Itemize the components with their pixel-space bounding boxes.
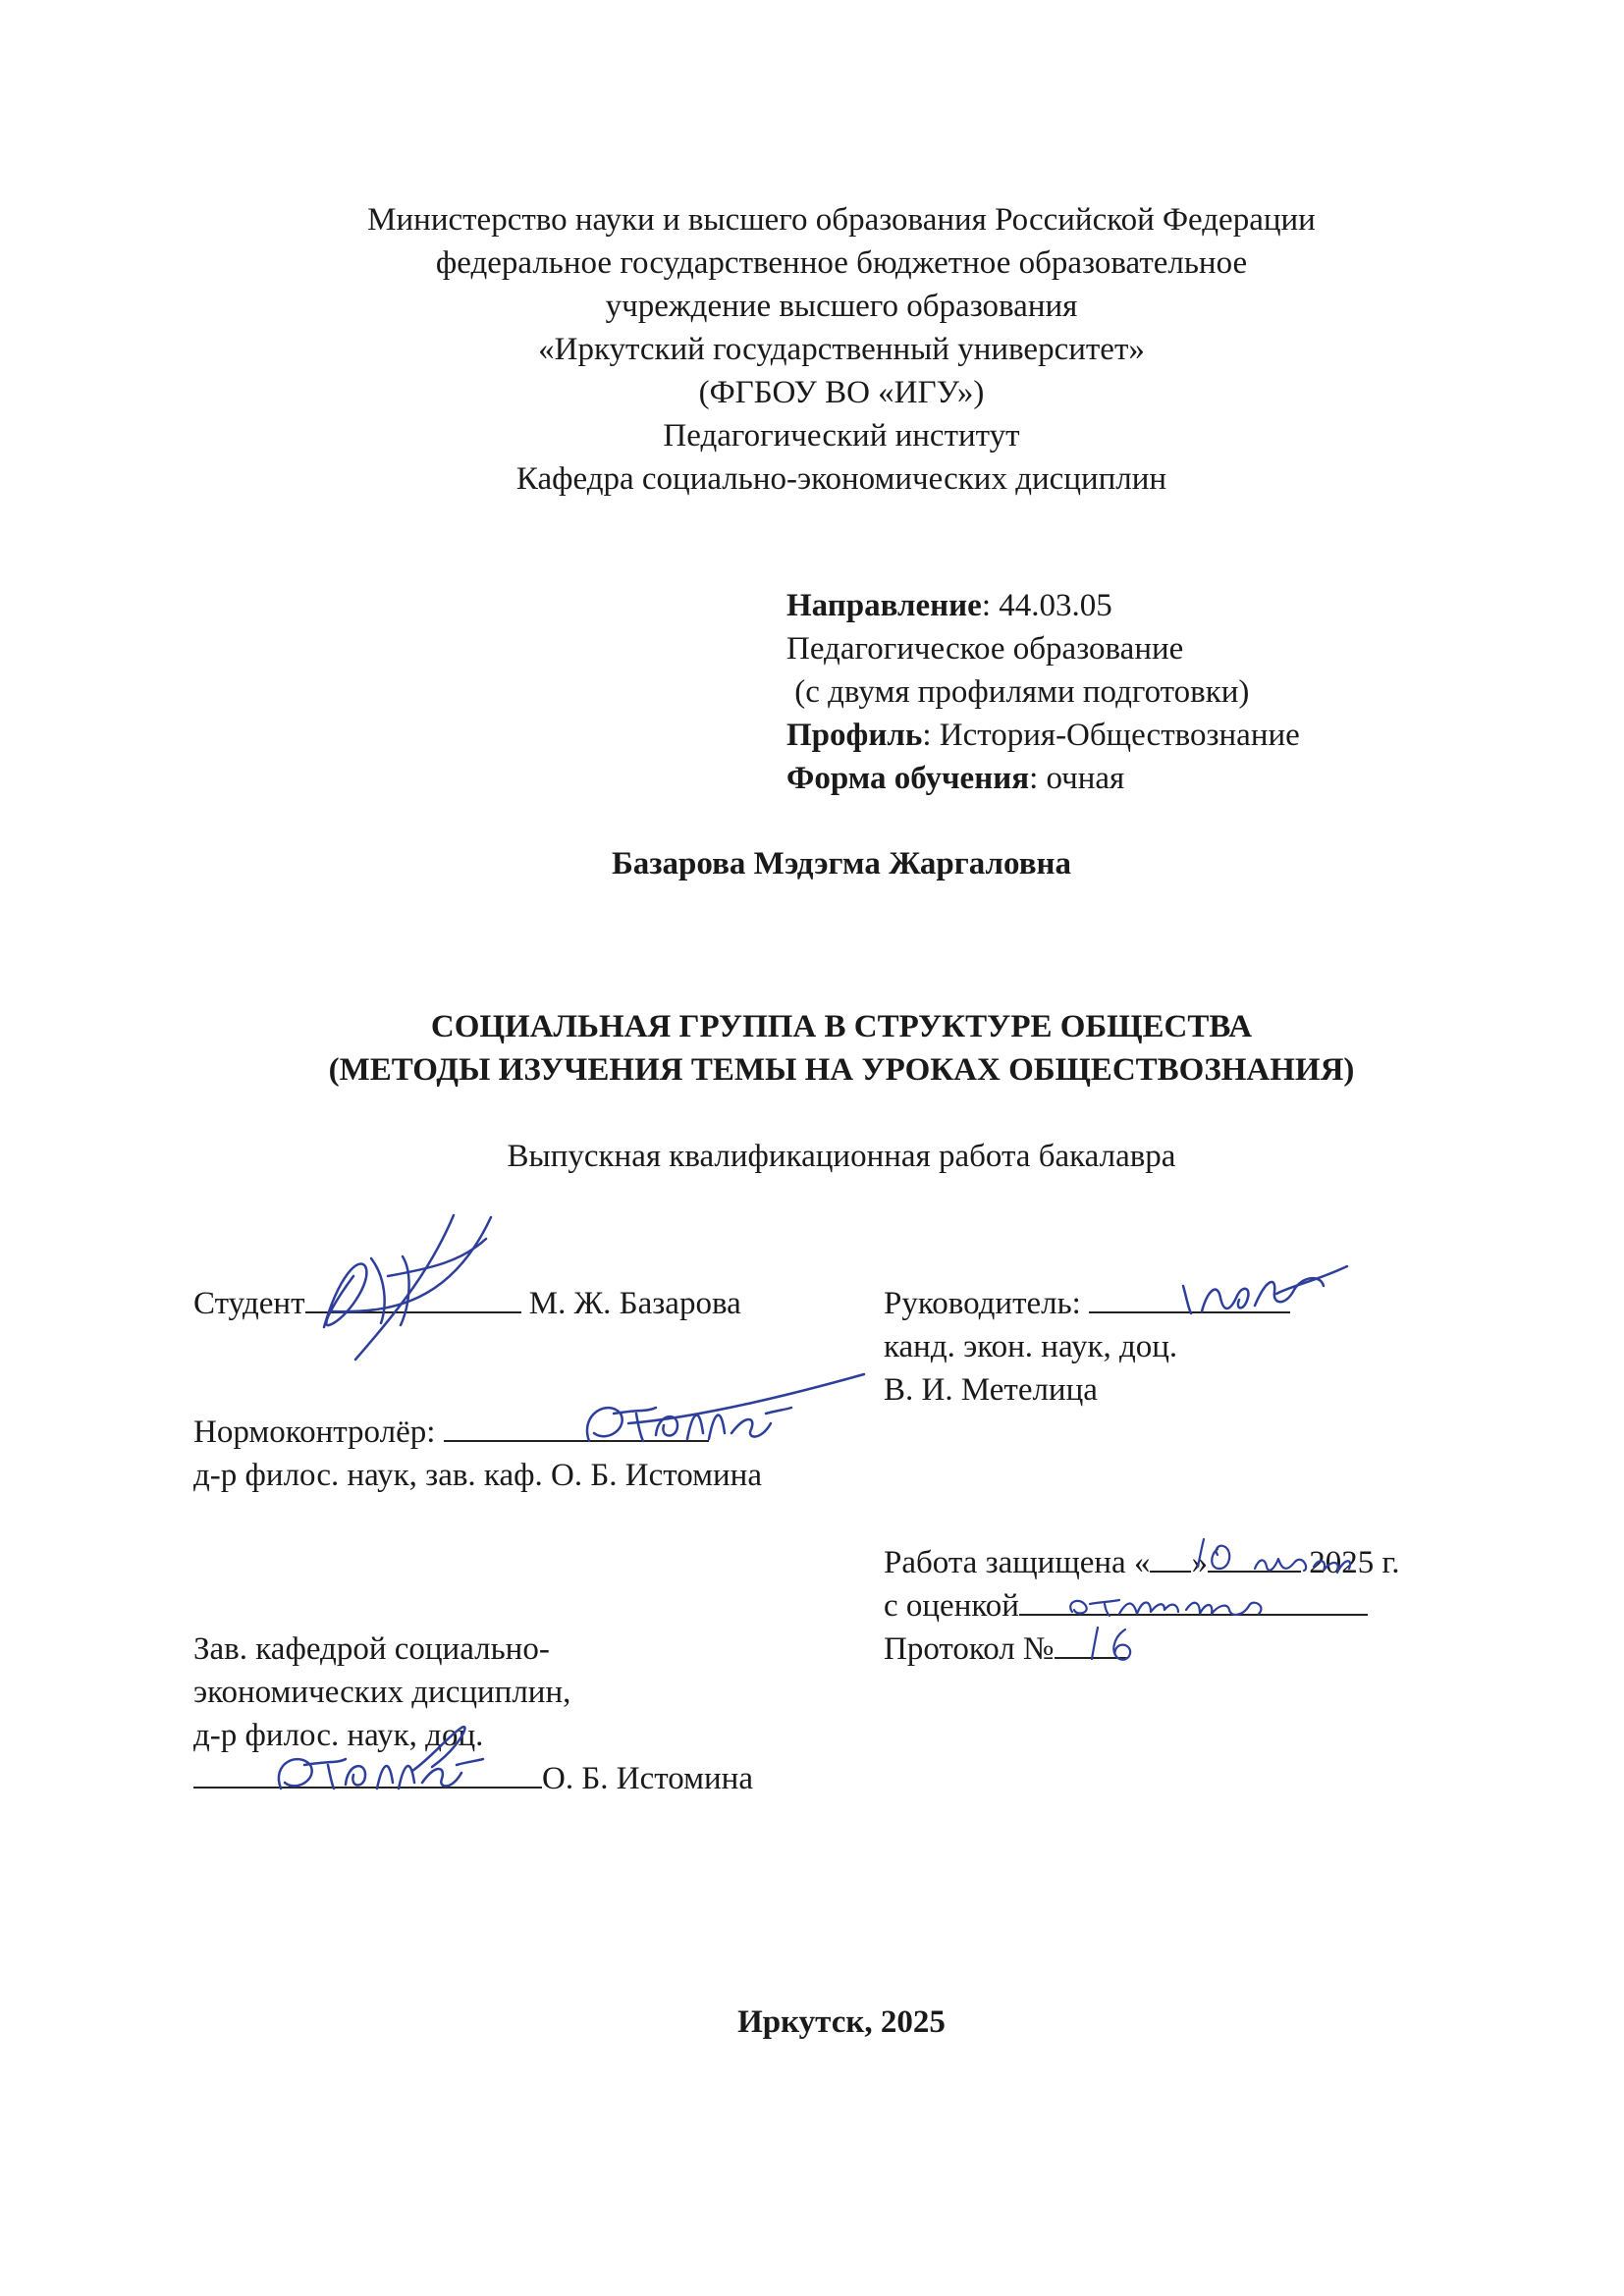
defense-day-blank	[1150, 1543, 1191, 1573]
defense-prefix: Работа защищена «	[884, 1545, 1151, 1580]
supervisor-name: В. И. Метелица	[884, 1372, 1098, 1408]
normcontrol-line	[193, 1411, 709, 1454]
defense-date-line	[884, 1541, 1400, 1584]
direction-label: Направление	[786, 588, 982, 623]
head-title-line-3: д-р филос. наук, доц.	[193, 1718, 484, 1753]
supervisor-line	[884, 1282, 1290, 1325]
university-type-line-2: учреждение высшего образования	[605, 289, 1078, 324]
head-name: О. Б. Истомина	[542, 1761, 753, 1796]
normcontrol-signature-blank	[444, 1413, 709, 1442]
student-signature-blank	[305, 1284, 521, 1313]
study-form-line	[786, 757, 1124, 800]
study-form-label: Форма обучения	[786, 761, 1030, 796]
supervisor-signature-blank	[1089, 1284, 1290, 1313]
university-name: «Иркутский государственный университет»	[538, 332, 1145, 367]
head-title-line-1: Зав. кафедрой социально-	[193, 1631, 550, 1667]
normcontrol-label: Нормоконтролёр:	[193, 1415, 436, 1450]
student-signature-line	[193, 1282, 741, 1325]
university-type-line: федеральное государственное бюджетное образовательное	[435, 245, 1248, 281]
city-year: Иркутск, 2025	[737, 2004, 946, 2040]
student-name: М. Ж. Базарова	[528, 1286, 741, 1321]
protocol-blank	[1055, 1629, 1128, 1659]
defense-mid: »	[1191, 1545, 1208, 1580]
department-name: Кафедра социально-экономических дисциплин	[515, 461, 1167, 497]
defense-month-blank	[1208, 1543, 1301, 1573]
profile-label: Профиль	[786, 718, 923, 753]
grade-blank	[1019, 1586, 1368, 1616]
thesis-title-line-2: (МЕТОДЫ ИЗУЧЕНИЯ ТЕМЫ НА УРОКАХ ОБЩЕСТВОЗНАНИЯ)	[328, 1052, 1355, 1088]
thesis-title-line-1: СОЦИАЛЬНАЯ ГРУППА В СТРУКТУРЕ ОБЩЕСТВА	[430, 1009, 1253, 1044]
head-title-line-2: экономических дисциплин,	[193, 1675, 571, 1710]
supervisor-label: Руководитель:	[884, 1286, 1081, 1321]
supervisor-degree: канд. экон. наук, доц.	[884, 1329, 1178, 1364]
work-type: Выпускная квалификационная работа бакалавра	[507, 1139, 1176, 1174]
head-signature-blank	[193, 1759, 542, 1789]
direction-name: Педагогическое образование	[786, 631, 1184, 667]
student-label: Студент	[193, 1286, 305, 1321]
study-form-value: : очная	[1029, 761, 1125, 796]
ministry-line: Министерство науки и высшего образования Российской Федерации	[367, 202, 1316, 238]
profile-line	[786, 714, 1300, 757]
university-abbr: (ФГБОУ ВО «ИГУ»)	[698, 375, 985, 410]
direction-profiles-note: (с двумя профилями подготовки)	[786, 674, 1250, 710]
head-signature-line	[193, 1757, 753, 1800]
grade-label: с оценкой	[884, 1588, 1019, 1624]
direction-line	[786, 584, 1112, 627]
protocol-line	[884, 1628, 1128, 1671]
protocol-label: Протокол №	[884, 1631, 1055, 1667]
grade-line	[884, 1584, 1368, 1628]
normcontrol-position: д-р филос. наук, зав. каф. О. Б. Истомина	[193, 1458, 762, 1493]
profile-value: : История-Обществознание	[922, 718, 1300, 753]
defense-suffix: 2025 г.	[1300, 1545, 1400, 1580]
institute-name: Педагогический институт	[663, 418, 1020, 454]
author-name: Базарова Мэдэгма Жаргаловна	[611, 846, 1072, 881]
direction-value: : 44.03.05	[981, 588, 1112, 623]
